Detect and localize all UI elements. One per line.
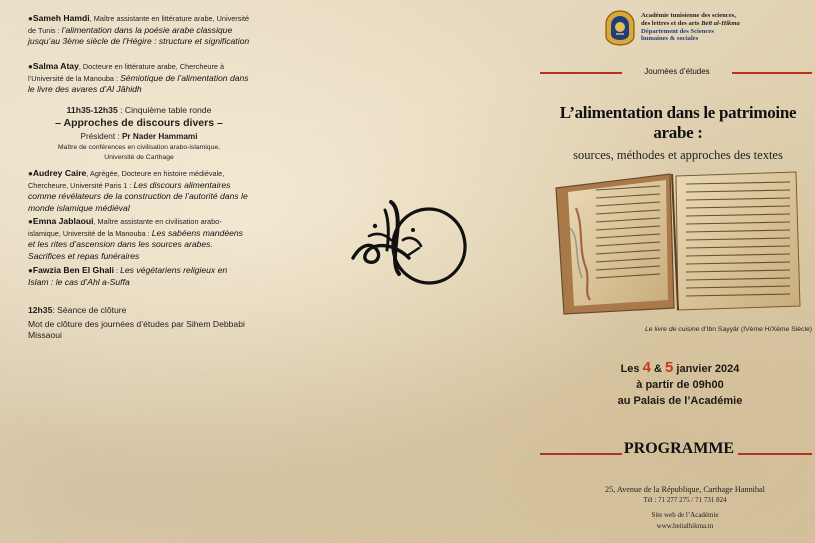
speaker-name: Salma Atay [32, 61, 79, 71]
manuscript-image [550, 168, 803, 320]
left-panel [0, 0, 270, 543]
event-venue: au Palais de l’Académie [617, 395, 743, 407]
closing-heading [28, 305, 250, 316]
image-caption: Le livre de cuisine d’Ibn Sayyâr (IVème H/Xème Siècle) [645, 326, 812, 333]
closing-time: 12h35 [28, 305, 53, 315]
event-dates: Les 4 & 5 janvier 2024 à partir de 09h00 au Palais de l’Académie [555, 360, 805, 409]
session-label: : Cinquième table ronde [117, 105, 212, 115]
president-affiliation: Université de Carthage [104, 154, 174, 161]
speaker-affiliation: : [114, 266, 121, 275]
academy-logo-icon [604, 10, 636, 46]
speaker-name: Sameh Hamdi [32, 13, 90, 23]
speaker-affiliation: , Maître assistante en civilisation arabo-islamique, Université de la Manouba : [28, 217, 222, 238]
speaker-name: Fawzia Ben El Ghali [32, 265, 115, 275]
speaker-entry: ●Emna Jablaoui, Maître assistante en civilisation arabo-islamique, Université de la Manouba : Les sabéens mandéens et les rites d’ascension dans les sources arabes. Sacrifices et repas funéraires [28, 216, 243, 261]
speaker-entry: ●Sameh Hamdi, Maître assistante en littérature arabe, Université de Tunis : l’alimentation dans la poésie arabe classique jusqu’au 3ème siècle de l’Hégire : structure et signification [28, 13, 250, 46]
session-heading [28, 105, 250, 115]
speaker-entry: ●Audrey Caire, Agrégée, Docteure en histoire médiévale, Chercheure, Université Paris 1 : Les discours alimentaires comme révélateurs de la construction de l’autorité dans le monde islamique médiéval [28, 168, 248, 213]
calligraphy-emblem-icon [347, 196, 471, 290]
session-president [28, 132, 250, 141]
event-title: L’alimentation dans le patrimoine arabe : [559, 103, 797, 142]
talk-title: Les végétariens religieux en Islam : le cas d’Ahl a-Suffa [28, 265, 228, 287]
closing-text: Mot de clôture des journées d’études par Sihem Debbabi Missaoui [28, 319, 245, 340]
address: 25, Avenue de la République, Carthage Hannibal [605, 485, 765, 494]
talk-title: Les discours alimentaires comme révélateurs de la construction de l’autorité dans le monde islamique médiéval [28, 179, 248, 213]
event-title-block [547, 103, 809, 163]
speaker-name: Audrey Caire [32, 168, 87, 178]
session-theme: – Approches de discours divers – [55, 117, 223, 129]
closing-label: : Séance de clôture [52, 305, 127, 315]
divider [540, 72, 622, 74]
talk-title: l’alimentation dans la poésie arabe classique jusqu’au 3ème siècle de l’Hégire : structure et signification [28, 24, 250, 46]
talk-title: Sémiotique de l’alimentation dans le livre des avares d’Al Jâhidh [28, 72, 249, 94]
talk-title: Les sabéens mandéens et les rites d’ascension dans les sources arabes. Sacrifices et repas funéraires [28, 227, 243, 261]
programme-heading: PROGRAMME [623, 440, 735, 457]
event-type: Journées d’études [644, 67, 710, 76]
divider [738, 453, 812, 455]
president-name: Pr Nader Hammami [121, 132, 198, 141]
speaker-affiliation: , Agrégée, Docteure en histoire médiévale, Chercheure, Université Paris 1 : [28, 169, 225, 190]
divider [540, 453, 622, 455]
president-label: Président : [80, 132, 122, 141]
session-time: 11h35-12h35 [66, 105, 118, 115]
speaker-affiliation: , Maître assistante en littérature arabe, Université de Tunis : [28, 14, 250, 35]
contact-block [560, 484, 810, 532]
website-link[interactable]: www.beitalhikma.tn [656, 522, 714, 530]
divider [732, 72, 812, 74]
speaker-affiliation: , Docteure en littérature arabe, Chercheure à l’Université de la Manouba : [28, 62, 225, 83]
speaker-name: Emna Jablaoui [32, 216, 94, 226]
telephone: Tél : 71 277 275 / 71 731 824 [643, 496, 727, 504]
event-subtitle: sources, méthodes et approches des textes [573, 148, 783, 162]
website-label: Site web de l’Académie [651, 511, 719, 519]
event-start-time: à partir de 09h00 [636, 379, 724, 391]
president-affiliation: Maître de conférences en civilisation arabo-islamique, [57, 144, 221, 151]
academy-name: Académie tunisienne des sciences, des lettres et des arts Beït al-Hikma Département des Sciences humaines & sociales [641, 12, 740, 43]
speaker-entry: ●Fawzia Ben El Ghali : Les végétariens religieux en Islam : le cas d’Ahl a-Suffa [28, 265, 228, 287]
speaker-entry: ●Salma Atay, Docteure en littérature arabe, Chercheure à l’Université de la Manouba : Sémiotique de l’alimentation dans le livre des avares d’Al Jâhidh [28, 61, 249, 94]
